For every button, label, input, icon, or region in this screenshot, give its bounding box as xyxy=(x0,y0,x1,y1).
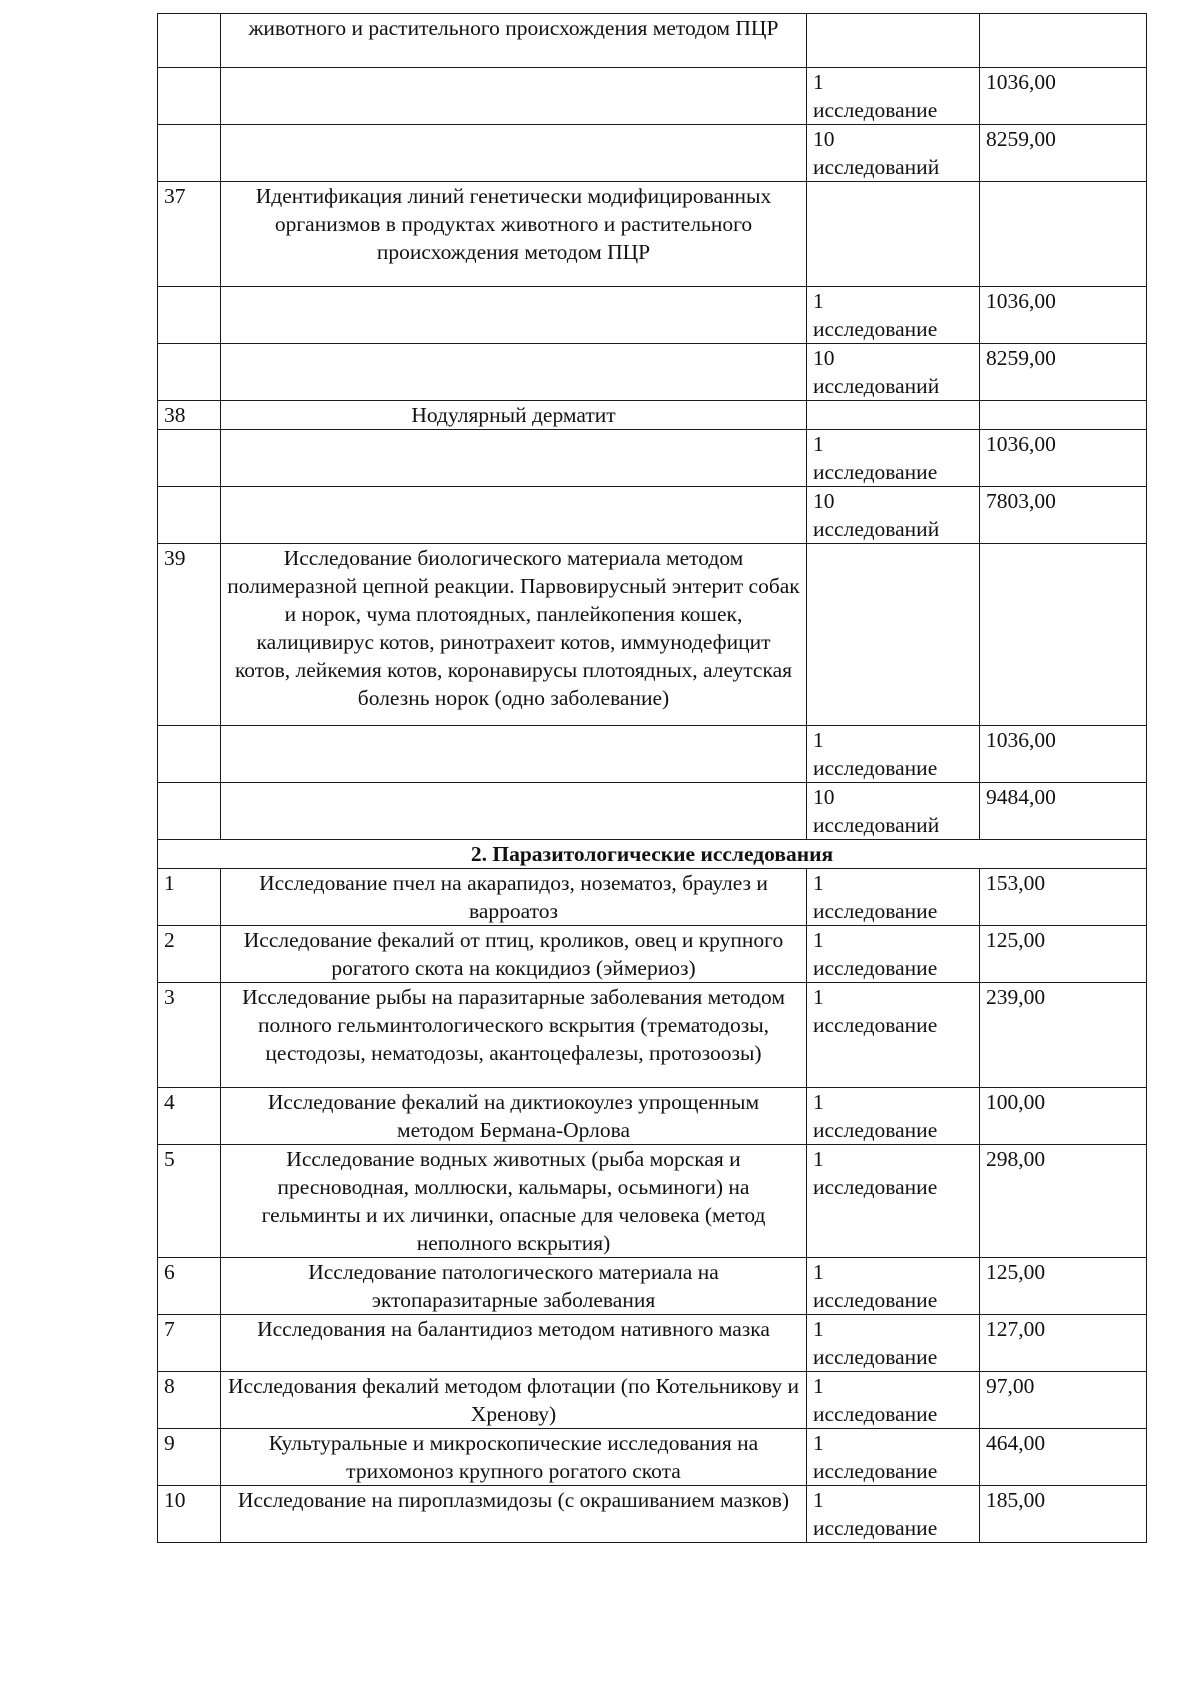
row-number xyxy=(158,430,221,487)
row-unit: 1 исследование xyxy=(807,287,980,344)
table-row xyxy=(158,1486,1147,1543)
row-price: 125,00 xyxy=(980,1258,1147,1315)
row-number: 39 xyxy=(158,544,221,726)
row-name: Нодулярный дерматит xyxy=(221,401,807,430)
row-unit: 1 исследование xyxy=(807,1429,980,1486)
row-price: 1036,00 xyxy=(980,68,1147,125)
table-row xyxy=(158,1258,1147,1315)
section-header-row xyxy=(158,840,1147,869)
row-price: 97,00 xyxy=(980,1372,1147,1429)
row-name: Исследования на балантидиоз методом нативного мазка xyxy=(221,1315,807,1372)
row-unit xyxy=(807,544,980,726)
row-price: 185,00 xyxy=(980,1486,1147,1543)
row-name: Исследование водных животных (рыба морская и пресноводная, моллюски, кальмары, осьминоги) на гельминты и их личинки, опасные для человека (метод неполного вскрытия) xyxy=(221,1145,807,1258)
row-number xyxy=(158,287,221,344)
row-number: 9 xyxy=(158,1429,221,1486)
row-number xyxy=(158,344,221,401)
row-name xyxy=(221,430,807,487)
price-table-body xyxy=(158,14,1147,1543)
row-price: 7803,00 xyxy=(980,487,1147,544)
table-row xyxy=(158,287,1147,344)
table-row xyxy=(158,125,1147,182)
table-row xyxy=(158,401,1147,430)
row-price: 153,00 xyxy=(980,869,1147,926)
row-name xyxy=(221,125,807,182)
row-number: 2 xyxy=(158,926,221,983)
row-price xyxy=(980,14,1147,68)
row-number xyxy=(158,14,221,68)
row-unit: 1 исследование xyxy=(807,1145,980,1258)
row-price xyxy=(980,544,1147,726)
row-unit: 1 исследование xyxy=(807,1315,980,1372)
row-number: 37 xyxy=(158,182,221,287)
row-price: 100,00 xyxy=(980,1088,1147,1145)
row-unit: 1 исследование xyxy=(807,430,980,487)
row-number xyxy=(158,726,221,783)
table-row xyxy=(158,14,1147,68)
row-price: 298,00 xyxy=(980,1145,1147,1258)
row-unit: 1 исследование xyxy=(807,1258,980,1315)
row-number: 10 xyxy=(158,1486,221,1543)
table-row xyxy=(158,68,1147,125)
row-price: 127,00 xyxy=(980,1315,1147,1372)
row-name: Исследования фекалий методом флотации (по Котельникову и Хренову) xyxy=(221,1372,807,1429)
section-title: 2. Паразитологические исследования xyxy=(158,840,1147,869)
row-number: 38 xyxy=(158,401,221,430)
table-row xyxy=(158,544,1147,726)
row-price: 125,00 xyxy=(980,926,1147,983)
row-unit xyxy=(807,182,980,287)
table-row xyxy=(158,182,1147,287)
table-row xyxy=(158,1372,1147,1429)
row-name: Исследование пчел на акарапидоз, нозематоз, браулез и варроатоз xyxy=(221,869,807,926)
row-unit: 1 исследование xyxy=(807,869,980,926)
row-unit: 1 исследование xyxy=(807,983,980,1088)
row-number: 8 xyxy=(158,1372,221,1429)
row-unit: 1 исследование xyxy=(807,1372,980,1429)
table-row xyxy=(158,1145,1147,1258)
row-unit: 1 исследование xyxy=(807,1486,980,1543)
row-number: 3 xyxy=(158,983,221,1088)
row-price: 8259,00 xyxy=(980,125,1147,182)
row-name: Исследование биологического материала методом полимеразной цепной реакции. Парвовирусный энтерит собак и норок, чума плотоядных, панлейкопения кошек, калицивирус котов, ринотрахеит котов, иммунодефицит котов, лейкемия котов, коронавирусы плотоядных, алеутская болезнь норок (одно заболевание) xyxy=(221,544,807,726)
row-number xyxy=(158,487,221,544)
table-row xyxy=(158,926,1147,983)
row-number: 6 xyxy=(158,1258,221,1315)
row-name: Исследование патологического материала на эктопаразитарные заболевания xyxy=(221,1258,807,1315)
row-price xyxy=(980,182,1147,287)
table-row xyxy=(158,1429,1147,1486)
row-unit: 10 исследований xyxy=(807,487,980,544)
table-row xyxy=(158,1315,1147,1372)
row-price: 9484,00 xyxy=(980,783,1147,840)
row-number xyxy=(158,783,221,840)
row-number xyxy=(158,68,221,125)
row-unit: 10 исследований xyxy=(807,344,980,401)
row-unit: 1 исследование xyxy=(807,68,980,125)
row-name: Идентификация линий генетически модифицированных организмов в продуктах животного и растительного происхождения методом ПЦР xyxy=(221,182,807,287)
row-name: Культуральные и микроскопические исследования на трихомоноз крупного рогатого скота xyxy=(221,1429,807,1486)
table-row xyxy=(158,487,1147,544)
row-name: животного и растительного происхождения методом ПЦР xyxy=(221,14,807,68)
row-unit: 1 исследование xyxy=(807,926,980,983)
row-name: Исследование рыбы на паразитарные заболевания методом полного гельминтологического вскрытия (трематодозы, цестодозы, нематодозы, акантоцефалезы, протозоозы) xyxy=(221,983,807,1088)
table-row xyxy=(158,869,1147,926)
row-unit xyxy=(807,14,980,68)
row-unit: 1 исследование xyxy=(807,726,980,783)
row-unit: 1 исследование xyxy=(807,1088,980,1145)
row-price: 1036,00 xyxy=(980,430,1147,487)
row-unit: 10 исследований xyxy=(807,125,980,182)
table-row xyxy=(158,983,1147,1088)
row-number: 1 xyxy=(158,869,221,926)
table-row xyxy=(158,783,1147,840)
row-price: 1036,00 xyxy=(980,726,1147,783)
row-name xyxy=(221,487,807,544)
row-name: Исследование на пироплазмидозы (с окрашиванием мазков) xyxy=(221,1486,807,1543)
table-row xyxy=(158,726,1147,783)
row-name xyxy=(221,287,807,344)
row-price: 464,00 xyxy=(980,1429,1147,1486)
row-number: 5 xyxy=(158,1145,221,1258)
row-price: 239,00 xyxy=(980,983,1147,1088)
row-name xyxy=(221,344,807,401)
row-price xyxy=(980,401,1147,430)
row-number xyxy=(158,125,221,182)
table-row xyxy=(158,344,1147,401)
row-price: 8259,00 xyxy=(980,344,1147,401)
table-row xyxy=(158,430,1147,487)
row-number: 4 xyxy=(158,1088,221,1145)
row-number: 7 xyxy=(158,1315,221,1372)
row-name xyxy=(221,783,807,840)
price-table xyxy=(157,13,1147,1543)
row-name xyxy=(221,726,807,783)
row-name: Исследование фекалий от птиц, кроликов, овец и крупного рогатого скота на кокцидиоз (эймериоз) xyxy=(221,926,807,983)
table-row xyxy=(158,1088,1147,1145)
row-name: Исследование фекалий на диктиокоулез упрощенным методом Бермана-Орлова xyxy=(221,1088,807,1145)
row-price: 1036,00 xyxy=(980,287,1147,344)
row-name xyxy=(221,68,807,125)
row-unit: 10 исследований xyxy=(807,783,980,840)
row-unit xyxy=(807,401,980,430)
